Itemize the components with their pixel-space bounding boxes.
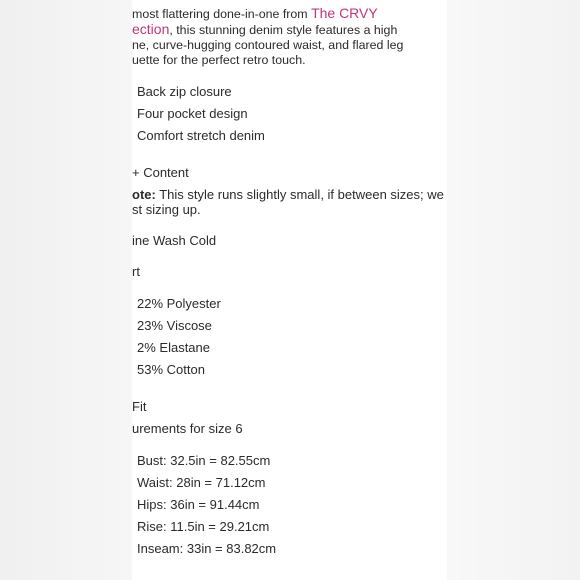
material-item: 53% Cotton [137,362,205,377]
fit-note-line-2: st sizing up. [132,202,201,217]
measurement-item: Rise: 11.5in = 29.21cm [137,519,270,534]
note-label: ote: [132,187,156,202]
fit-note: ote: This style runs slightly small, if between sizes; we [132,187,444,202]
shell-heading: rt [132,264,140,279]
right-background [447,0,580,580]
care-instructions: ine Wash Cold [132,233,217,248]
feature-item: Four pocket design [137,106,248,121]
measurement-item: Inseam: 33in = 83.82cm [137,541,277,556]
crvy-collection-link[interactable]: The CRVY [311,5,378,21]
feature-item: Back zip closure [137,84,232,99]
measurements-heading: urements for size 6 [132,421,243,436]
intro-line-3: ne, curve-hugging contoured waist, and flared leg [132,38,404,52]
feature-item: Comfort stretch denim [137,128,265,143]
measurement-item: Waist: 28in = 71.12cm [137,475,266,490]
product-description-panel [132,0,447,580]
measurement-item: Hips: 36in = 91.44cm [137,497,260,512]
intro-line-1: most flattering done-in-one from The CRVY [132,5,378,21]
material-item: 23% Viscose [137,318,212,333]
content-heading: + Content [132,165,189,180]
intro-paragraph [132,6,442,68]
measurement-item: Bust: 32.5in = 82.55cm [137,453,271,468]
left-background [0,0,132,580]
intro-line-2: ection, this stunning denim style features a high [132,21,398,37]
crvy-collection-link-continued[interactable]: ection [132,21,170,37]
material-item: 22% Polyester [137,296,221,311]
material-item: 2% Elastane [137,340,210,355]
fit-heading: Fit [132,399,147,414]
intro-line-4: uette for the perfect retro touch. [132,53,306,67]
